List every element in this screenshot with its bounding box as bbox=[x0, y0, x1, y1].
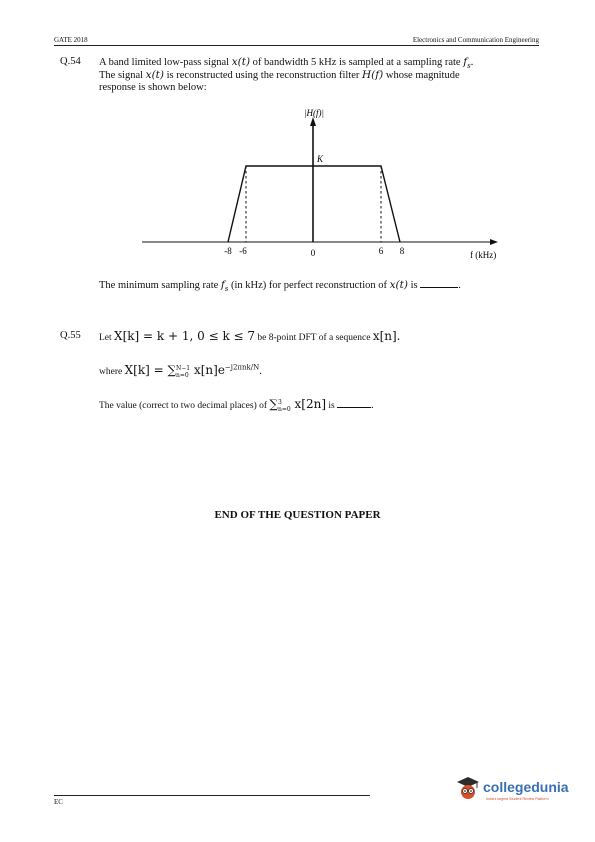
q55-text-3a: The value (correct to two decimal places) of bbox=[99, 401, 270, 411]
q55-text-3-end: . bbox=[371, 400, 374, 411]
question-55-line-1 bbox=[99, 330, 549, 344]
header-exam-name: GATE 2018 bbox=[54, 36, 88, 44]
question-55-line-2 bbox=[99, 364, 549, 379]
q55-math-2b: x[n]e bbox=[190, 363, 225, 377]
logo-wordmark: collegedunia bbox=[483, 779, 569, 795]
q54-text-1b: of bandwidth 5 kHz is sampled at a sampling rate bbox=[250, 57, 464, 68]
q55-text-3b: is bbox=[326, 401, 338, 411]
q55-sum-sub-2: n=0 bbox=[176, 371, 189, 379]
q55-sum-3: ∑ bbox=[269, 397, 278, 411]
q55-exp-2: −j2πnk/N bbox=[224, 363, 260, 372]
q54-var-fs-sub: s bbox=[467, 62, 471, 71]
q55-sum-sub-3: n=0 bbox=[277, 405, 291, 413]
y-axis-label: |H(f)| bbox=[304, 108, 324, 118]
q54-var-fs: f bbox=[463, 56, 468, 68]
filter-response-curve bbox=[228, 166, 400, 242]
answer-blank-54[interactable] bbox=[420, 279, 458, 288]
q55-sum-sup-2: N−1 bbox=[176, 364, 191, 372]
footer-divider bbox=[54, 795, 370, 796]
q54-ask-end: . bbox=[458, 280, 461, 291]
q54-text-1-end: . bbox=[470, 57, 474, 68]
q54-ask-c: is bbox=[407, 280, 421, 291]
q55-math-1b: x[n]. bbox=[372, 329, 401, 343]
q55-sum-limits-2 bbox=[176, 365, 190, 379]
tick-label-zero: 0 bbox=[310, 248, 316, 258]
question-number-54: Q.54 bbox=[60, 56, 81, 67]
y-axis-arrow-icon bbox=[310, 117, 316, 126]
q55-math-3: x[2n] bbox=[290, 397, 327, 411]
question-55-line-3 bbox=[99, 398, 549, 413]
q54-var-xt-2: x(t) bbox=[145, 69, 164, 81]
x-axis-arrow-icon bbox=[490, 239, 498, 245]
q54-text-1a: A band limited low-pass signal bbox=[99, 57, 232, 68]
q54-ask-b: (in kHz) for perfect reconstruction of bbox=[228, 280, 390, 291]
q54-text-2c: whose magnitude bbox=[383, 70, 460, 81]
q55-sum-limits-3 bbox=[278, 399, 291, 413]
q54-ask-xt: x(t) bbox=[389, 279, 408, 291]
q55-math-2: X[k] = ∑ bbox=[124, 363, 177, 377]
q54-var-xt: x(t) bbox=[231, 56, 251, 68]
q55-text-1a: Let bbox=[99, 333, 115, 343]
answer-blank-55[interactable] bbox=[337, 399, 371, 408]
q54-text-3: response is shown below: bbox=[99, 82, 207, 93]
question-54-ask bbox=[99, 279, 461, 292]
tick-label-plus-6: 6 bbox=[378, 246, 384, 256]
q55-text-2a: where bbox=[99, 367, 125, 377]
end-of-paper-text: END OF THE QUESTION PAPER bbox=[214, 509, 381, 521]
q54-text-2b: is reconstructed using the reconstruction filter bbox=[164, 70, 362, 81]
logo-tagline: India's largest Student Review Platform bbox=[486, 797, 549, 801]
header-subject: Electronics and Communication Engineering bbox=[412, 36, 539, 44]
q55-text-1b: be 8-point DFT of a sequence bbox=[255, 333, 373, 343]
x-axis-label: f (kHz) bbox=[470, 250, 497, 260]
tick-label-minus-8: -8 bbox=[224, 246, 232, 256]
q54-ask-a: The minimum sampling rate bbox=[99, 280, 221, 291]
q55-text-2-end: . bbox=[259, 366, 262, 377]
q54-var-hf: H(f) bbox=[361, 69, 384, 81]
q54-ask-fs-sub: s bbox=[224, 285, 229, 294]
q54-ask-fs: f bbox=[220, 279, 225, 291]
q55-sum-sup-3: 3 bbox=[277, 398, 282, 406]
tick-label-plus-8: 8 bbox=[399, 246, 405, 256]
tick-label-minus-6: -6 bbox=[239, 246, 247, 256]
q54-text-2a: The signal bbox=[99, 70, 146, 81]
question-number-55: Q.55 bbox=[60, 330, 81, 341]
footer-paper-code: EC bbox=[54, 798, 63, 806]
q55-math-1: X[k] = k + 1, 0 ≤ k ≤ 7 bbox=[114, 329, 256, 343]
k-label: K bbox=[317, 154, 324, 164]
graduate-owl-logo-icon bbox=[455, 775, 481, 801]
